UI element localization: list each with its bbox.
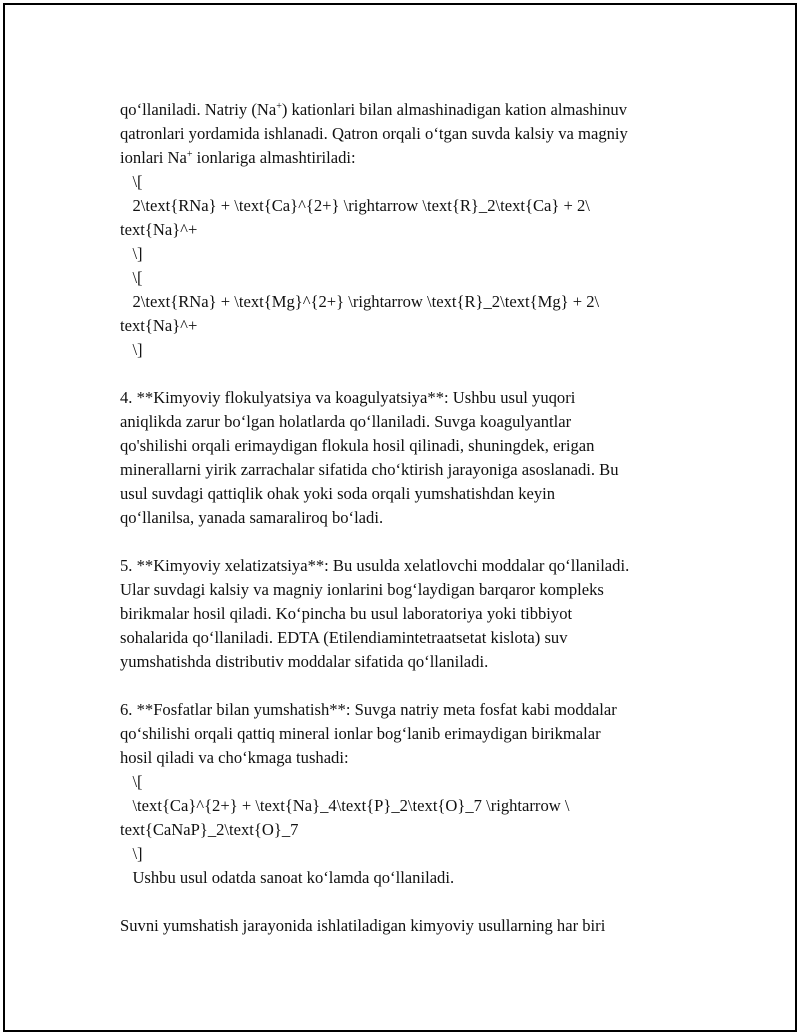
text-line <box>120 98 700 122</box>
line-text: \text{Ca}^{2+} + \text{Na}_4\text{P}_2\text{O}_7 \rightarrow \ <box>120 796 570 815</box>
line-text: qatronlari yordamida ishlanadi. Qatron orqali o‘tgan suvda kalsiy va magniy <box>120 124 628 143</box>
line-text: text{Na}^+ <box>120 316 198 335</box>
text-line <box>120 434 700 458</box>
text-line <box>120 626 700 650</box>
line-text-continued: ) kationlari bilan almashinadigan kation almashinuv <box>281 100 628 119</box>
line-text: 2\text{RNa} + \text{Mg}^{2+} \rightarrow \text{R}_2\text{Mg} + 2\ <box>120 292 600 311</box>
text-line <box>120 698 700 722</box>
text-line <box>120 722 700 746</box>
line-text: qo‘shilishi orqali qattiq mineral ionlar bog‘lanib erimaydigan birikmalar <box>120 724 601 743</box>
line-text-continued: ionlariga almashtiriladi: <box>192 148 356 167</box>
text-line <box>120 482 700 506</box>
text-line <box>120 602 700 626</box>
line-text: 5. **Kimyoviy xelatizatsiya**: Bu usulda xelatlovchi moddalar qo‘llaniladi. <box>120 556 630 575</box>
text-line <box>120 770 700 794</box>
blank-line <box>120 530 700 554</box>
line-text: birikmalar hosil qiladi. Ko‘pincha bu usul laboratoriya yoki tibbiyot <box>120 604 573 623</box>
line-text: \] <box>120 340 143 359</box>
text-line <box>120 794 700 818</box>
text-line <box>120 914 700 938</box>
blank-line <box>120 674 700 698</box>
line-text: Ular suvdagi kalsiy va magniy ionlarini bog‘laydigan barqaror kompleks <box>120 580 604 599</box>
text-line <box>120 386 700 410</box>
text-line <box>120 122 700 146</box>
text-line <box>120 746 700 770</box>
document-body <box>120 98 700 938</box>
line-text: Suvni yumshatish jarayonida ishlatiladigan kimyoviy usullarning har biri <box>120 916 606 935</box>
line-text: 4. **Kimyoviy flokulyatsiya va koagulyatsiya**: Ushbu usul yuqori <box>120 388 576 407</box>
text-line <box>120 554 700 578</box>
line-text: \[ <box>120 772 143 791</box>
blank-line <box>120 362 700 386</box>
text-line <box>120 146 700 170</box>
text-line <box>120 290 700 314</box>
blank-line <box>120 890 700 914</box>
text-line <box>120 506 700 530</box>
text-line <box>120 194 700 218</box>
text-line <box>120 578 700 602</box>
line-text: hosil qiladi va cho‘kmaga tushadi: <box>120 748 349 767</box>
text-line <box>120 410 700 434</box>
text-line <box>120 266 700 290</box>
line-text: 6. **Fosfatlar bilan yumshatish**: Suvga natriy meta fosfat kabi moddalar <box>120 700 617 719</box>
line-text: aniqlikda zarur bo‘lgan holatlarda qo‘llaniladi. Suvga koagulyantlar <box>120 412 572 431</box>
text-line <box>120 314 700 338</box>
line-text: text{Na}^+ <box>120 220 198 239</box>
line-text: qo‘llaniladi. Natriy (Na <box>120 100 277 119</box>
superscript-charge: + <box>276 101 282 112</box>
line-text: \] <box>120 844 143 863</box>
text-line <box>120 818 700 842</box>
superscript-charge: + <box>186 149 193 160</box>
line-text: yumshatishda distributiv moddalar sifatida qo‘llaniladi. <box>120 652 489 671</box>
line-text: 2\text{RNa} + \text{Ca}^{2+} \rightarrow \text{R}_2\text{Ca} + 2\ <box>120 196 590 215</box>
text-line <box>120 650 700 674</box>
line-text: \[ <box>120 268 143 287</box>
line-text: Ushbu usul odatda sanoat ko‘lamda qo‘llaniladi. <box>120 868 455 887</box>
text-line <box>120 458 700 482</box>
line-text: minerallarni yirik zarrachalar sifatida cho‘ktirish jarayoniga asoslanadi. Bu <box>120 460 619 479</box>
line-text: text{CaNaP}_2\text{O}_7 <box>120 820 299 839</box>
line-text: qo‘llanilsa, yanada samaraliroq bo‘ladi. <box>120 508 384 527</box>
document-page <box>3 3 797 1032</box>
text-line <box>120 242 700 266</box>
text-line <box>120 866 700 890</box>
text-line <box>120 218 700 242</box>
line-text: sohalarida qo‘llaniladi. EDTA (Etilendiamintetraatsetat kislota) suv <box>120 628 568 647</box>
line-text: \[ <box>120 172 143 191</box>
line-text: ionlari Na <box>120 148 187 167</box>
line-text: usul suvdagi qattiqlik ohak yoki soda orqali yumshatishdan keyin <box>120 484 556 503</box>
text-line <box>120 170 700 194</box>
text-line <box>120 842 700 866</box>
text-line <box>120 338 700 362</box>
line-text: qo'shilishi orqali erimaydigan flokula hosil qilinadi, shuningdek, erigan <box>120 436 595 455</box>
line-text: \] <box>120 244 143 263</box>
